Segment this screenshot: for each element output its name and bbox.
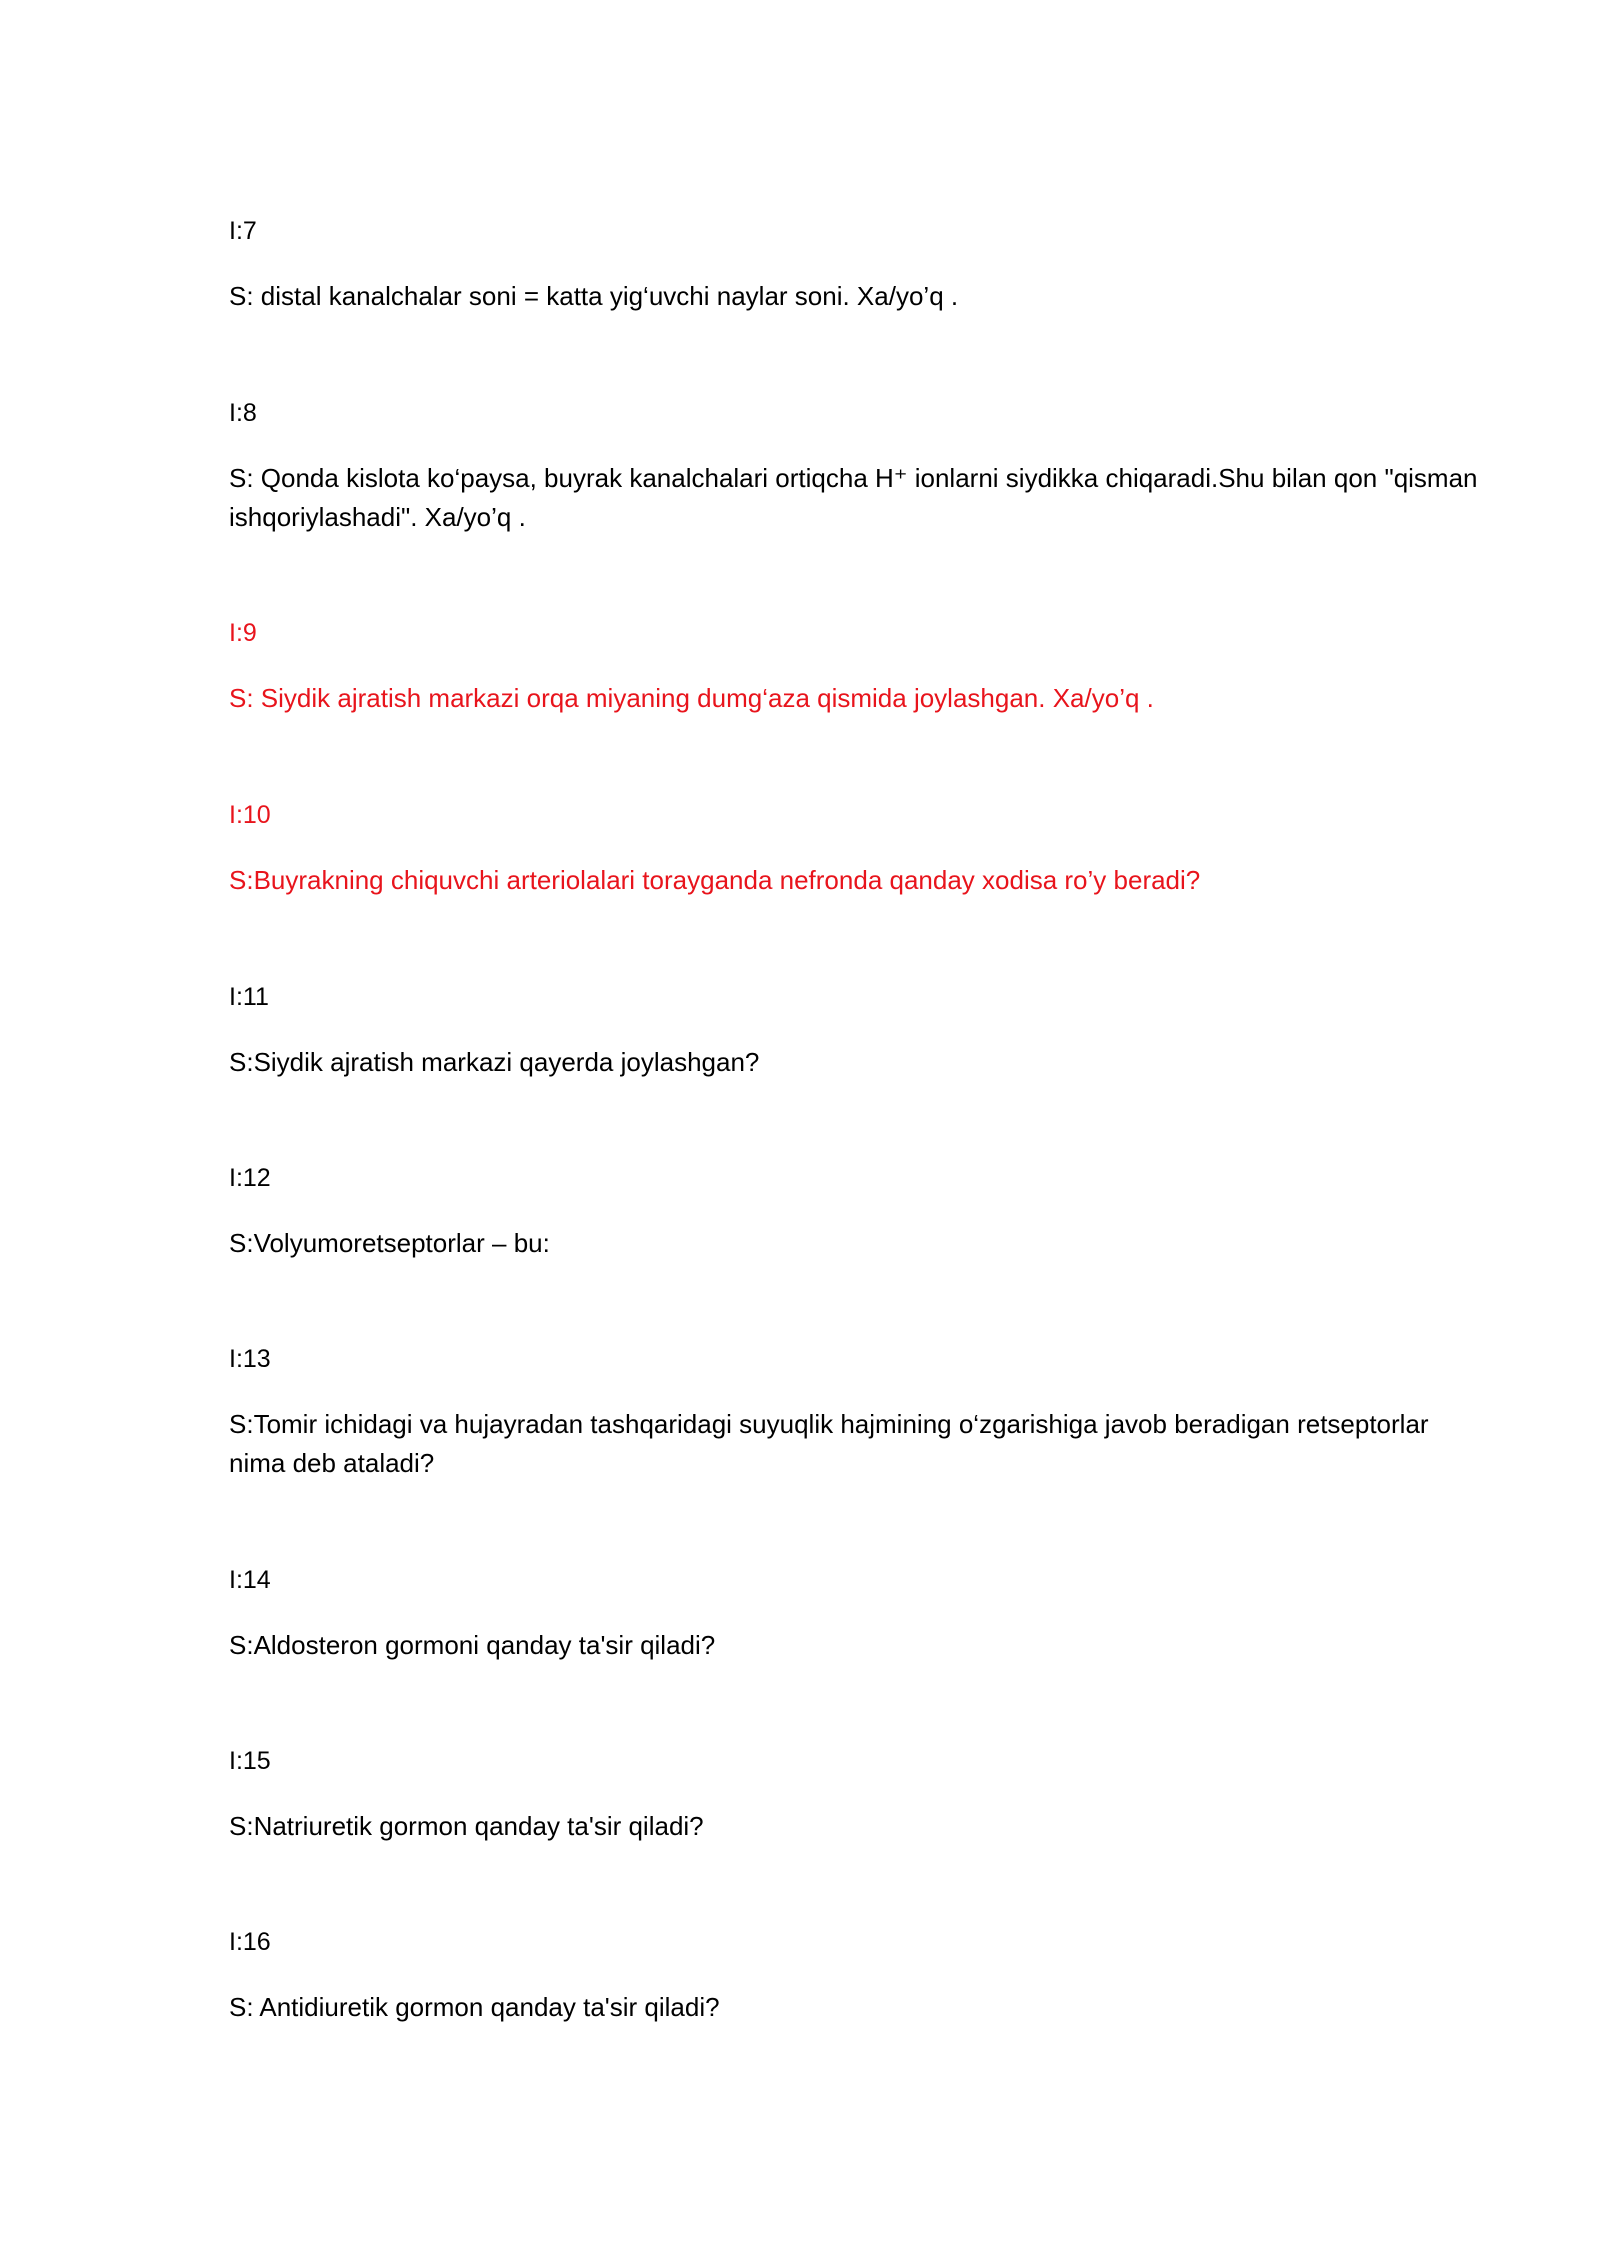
question-id: I:14 xyxy=(229,1566,271,1594)
question-item-8 xyxy=(229,398,1489,537)
question-text: S:Siydik ajratish markazi qayerda joylashgan? xyxy=(229,1047,760,1077)
question-item-15 xyxy=(229,1746,1489,1846)
question-id: I:7 xyxy=(229,217,257,245)
question-item-7 xyxy=(229,216,1489,316)
question-text: S: Antidiuretik gormon qanday ta'sir qiladi? xyxy=(229,1992,720,2022)
question-item-14 xyxy=(229,1565,1489,1665)
question-text: S:Buyrakning chiquvchi arteriolalari torayganda nefronda qanday xodisa ro’y beradi? xyxy=(229,865,1201,895)
question-text: S: distal kanalchalar soni = katta yig‘uvchi naylar soni. Xa/yo’q . xyxy=(229,281,959,311)
question-id: I:13 xyxy=(229,1345,271,1373)
question-item-9 xyxy=(229,618,1489,718)
question-id: I:15 xyxy=(229,1747,271,1775)
question-item-10 xyxy=(229,800,1489,900)
question-item-16 xyxy=(229,1927,1489,2027)
question-item-11 xyxy=(229,982,1489,1082)
question-id: I:16 xyxy=(229,1928,271,1956)
question-id: I:9 xyxy=(229,619,257,647)
question-item-13 xyxy=(229,1344,1489,1483)
question-text: S: Siydik ajratish markazi orqa miyaning dumg‘aza qismida joylashgan. Xa/yo’q . xyxy=(229,683,1154,713)
question-item-12 xyxy=(229,1163,1489,1263)
question-id: I:10 xyxy=(229,801,271,829)
question-text: S:Natriuretik gormon qanday ta'sir qiladi? xyxy=(229,1811,704,1841)
question-text: S:Aldosteron gormoni qanday ta'sir qiladi? xyxy=(229,1630,716,1660)
question-id: I:12 xyxy=(229,1164,271,1192)
question-text: S:Tomir ichidagi va hujayradan tashqaridagi suyuqlik hajmining o‘zgarishiga javob beradigan retseptorlar nima deb ataladi? xyxy=(229,1409,1429,1478)
question-text: S:Volyumoretseptorlar – bu: xyxy=(229,1228,550,1258)
question-id: I:8 xyxy=(229,399,257,427)
question-text: S: Qonda kislota ko‘paysa, buyrak kanalchalari ortiqcha H⁺ ionlarni siydikka chiqaradi.Shu bilan qon "qisman ishqoriylashadi". Xa/yo’q . xyxy=(229,463,1478,532)
question-id: I:11 xyxy=(229,983,269,1011)
